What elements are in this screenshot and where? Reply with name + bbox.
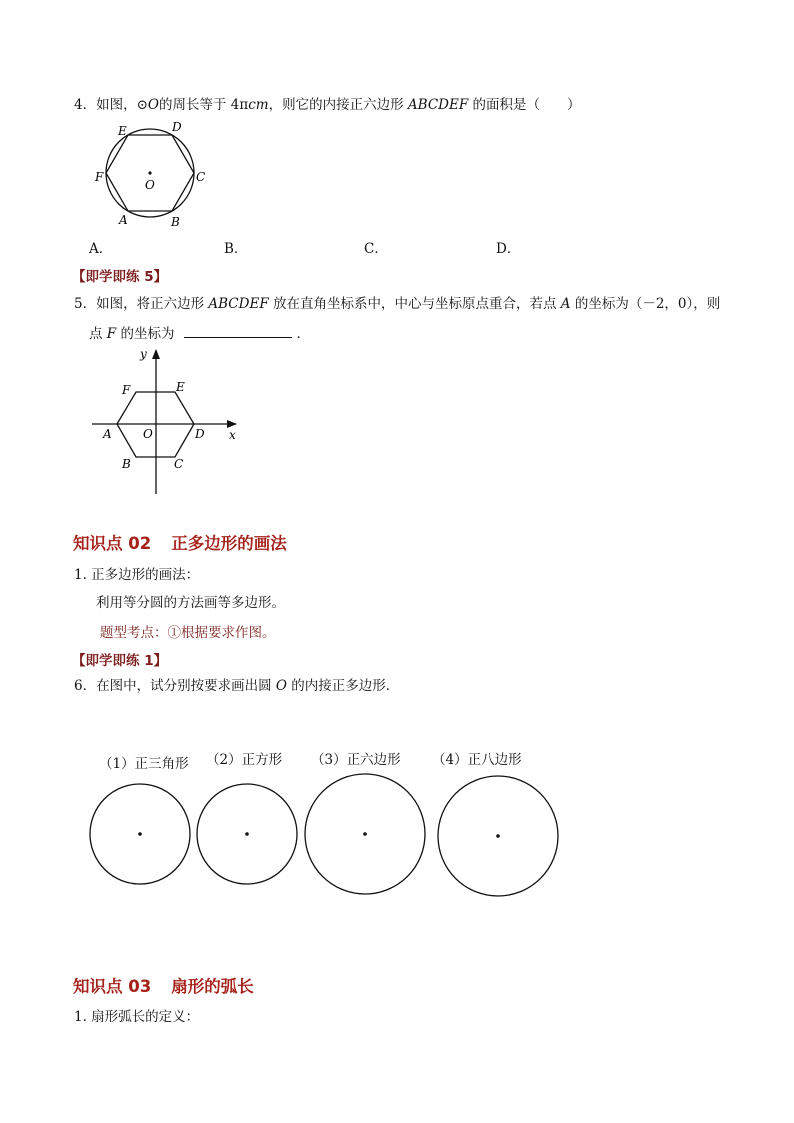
section-03-title: 扇形的弧长 xyxy=(171,977,254,996)
q4-option-b[interactable]: B． xyxy=(224,241,248,257)
q4-label-c: C xyxy=(196,170,206,184)
q5-line2-before: 点 xyxy=(89,326,107,342)
q6-label-triangle: （1）正三角形 xyxy=(99,756,189,772)
q6-center-2 xyxy=(245,832,249,836)
q4-label-b: B xyxy=(171,215,180,229)
q5-label-o: O xyxy=(143,427,153,441)
section-03-number: 知识点 03 xyxy=(73,977,152,996)
q6-circle-name: O xyxy=(275,678,287,694)
s02-point1-note: 题型考点：①根据要求作图。 xyxy=(100,625,276,641)
q5-polygon-name: ABCDEF xyxy=(208,296,269,312)
q5-label-e: E xyxy=(176,380,185,394)
q6-text-after: 的内接正多边形． xyxy=(286,678,400,694)
q4-label-f: F xyxy=(95,170,104,184)
q4-unit: cm xyxy=(248,97,269,113)
s02-point1-heading: 1. 正多边形的画法： xyxy=(74,567,200,583)
q4-circle-name: O xyxy=(147,97,159,113)
q5-line1-before: 如图，将正六边形 xyxy=(96,296,209,312)
q4-text-mid1: 的周长等于 4π xyxy=(158,97,249,113)
q5-stem-line1 xyxy=(74,295,720,313)
q4-polygon-name: ABCDEF xyxy=(407,97,469,113)
q5-label-b: B xyxy=(122,457,131,471)
q4-text-before: 如图， xyxy=(96,97,137,113)
section-02-number: 知识点 02 xyxy=(73,534,152,553)
q6-label-octagon: （4）正八边形 xyxy=(432,752,522,768)
q6-center-3 xyxy=(363,832,367,836)
s03-point1-heading: 1. 扇形弧长的定义： xyxy=(74,1009,200,1025)
q5-label-d: D xyxy=(195,427,205,441)
q4-label-o: O xyxy=(145,178,155,192)
circle-symbol: ⊙ xyxy=(136,97,148,113)
q5-line1-after: 的坐标为（－2，0），则 xyxy=(570,296,721,312)
q5-answer-blank[interactable] xyxy=(184,323,292,338)
q5-line1-mid: 放在直角坐标系中，中心与坐标原点重合，若点 xyxy=(268,296,561,312)
section-02-title: 正多边形的画法 xyxy=(171,534,287,553)
q4-label-d: D xyxy=(172,120,182,134)
q4-text-after: 的面积是（ ） xyxy=(468,97,581,113)
s02-point1-body: 利用等分圆的方法画等多边形。 xyxy=(96,595,285,611)
q5-label-y: y xyxy=(140,347,147,361)
q5-figure-hexagon-on-axes xyxy=(88,344,248,496)
q5-label-c: C xyxy=(174,457,184,471)
section-02-heading xyxy=(73,530,287,554)
q6-label-square: （2）正方形 xyxy=(206,752,283,768)
q4-text-mid2: ，则它的内接正六边形 xyxy=(268,97,408,113)
q6-circles-figure xyxy=(80,768,570,908)
q4-option-a[interactable]: A． xyxy=(89,241,113,257)
q6-number: 6． xyxy=(74,678,97,694)
q5-label-a: A xyxy=(103,427,112,441)
practice-1-tag: 【即学即练 1】 xyxy=(72,653,168,669)
q5-label-f: F xyxy=(122,383,131,397)
practice-5-tag: 【即学即练 5】 xyxy=(72,269,168,285)
q4-option-c[interactable]: C． xyxy=(364,241,388,257)
q5-line2-after: 的坐标为 xyxy=(116,326,175,342)
q4-label-e: E xyxy=(118,124,127,138)
q6-center-4 xyxy=(496,834,500,838)
q4-center-point xyxy=(148,171,151,174)
q5-label-x: x xyxy=(229,428,236,442)
q5-number: 5． xyxy=(74,296,97,312)
q6-label-hexagon: （3）正六边形 xyxy=(311,752,401,768)
q4-option-d[interactable]: D． xyxy=(496,241,521,257)
q4-number: 4． xyxy=(74,97,97,113)
q4-figure-hexagon-in-circle xyxy=(88,116,218,232)
section-03-heading xyxy=(73,973,254,997)
q6-center-1 xyxy=(138,832,142,836)
q5-point-a: A xyxy=(560,296,571,312)
q4-label-a: A xyxy=(119,213,128,227)
q5-point-f: F xyxy=(106,326,117,342)
q5-stem-line2 xyxy=(89,323,310,343)
q5-line2-end: ． xyxy=(296,326,310,342)
q6-stem xyxy=(74,677,399,695)
q6-text-before: 在图中，试分别按要求画出圆 xyxy=(96,678,276,694)
q4-stem xyxy=(74,96,581,114)
